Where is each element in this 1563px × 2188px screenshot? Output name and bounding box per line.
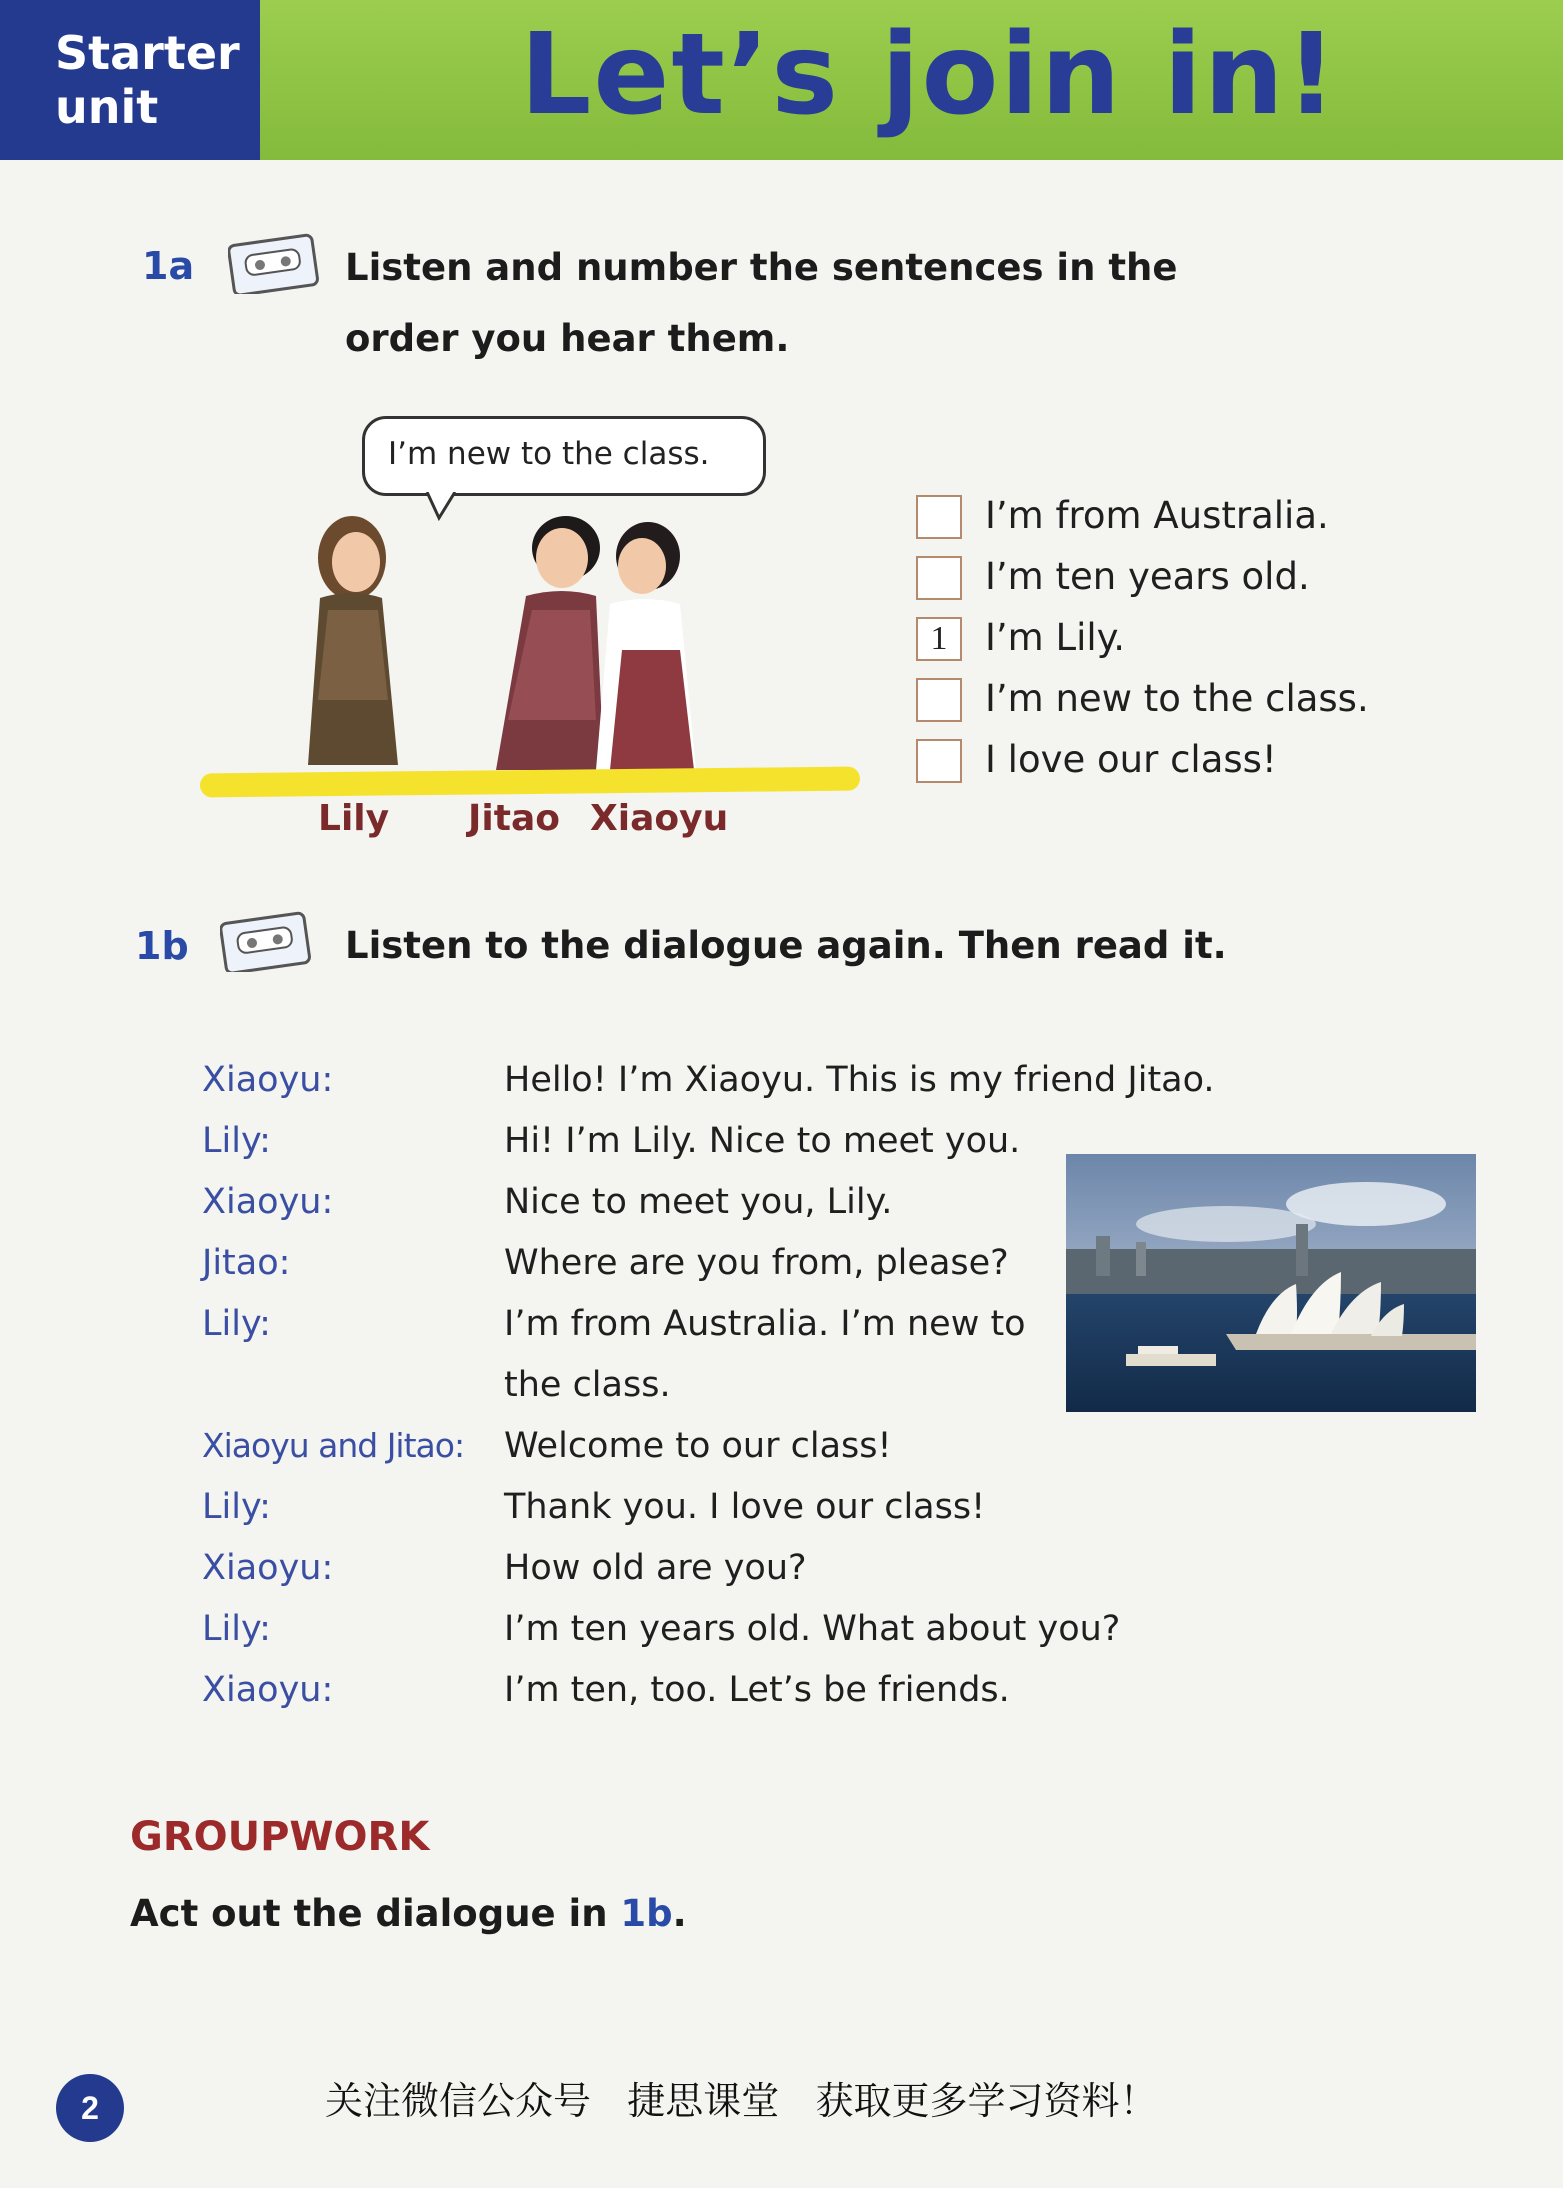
unit-label-line1: Starter [55, 26, 240, 80]
dialogue-line: Where are you from, please? [504, 1243, 1009, 1283]
unit-label [0, 0, 260, 160]
dialogue-line: How old are you? [504, 1548, 807, 1588]
dialogue-line: I’m ten, too. Let’s be friends. [504, 1670, 1010, 1710]
page-number: 2 [56, 2074, 124, 2142]
dialogue-speaker: Xiaoyu: [202, 1182, 334, 1222]
dialogue-line: Nice to meet you, Lily. [504, 1182, 893, 1222]
dialogue-speaker: Xiaoyu: [202, 1548, 334, 1588]
number-box[interactable] [916, 556, 962, 600]
dialogue-line: Hi! I’m Lily. Nice to meet you. [504, 1121, 1021, 1161]
number-box[interactable] [916, 678, 962, 722]
dialogue-speaker: Jitao: [202, 1243, 291, 1283]
dialogue-line: I’m ten years old. What about you? [504, 1609, 1121, 1649]
section-1b-number: 1b [135, 924, 189, 968]
checklist-sentence: I’m from Australia. [985, 494, 1329, 537]
dialogue-line: I’m from Australia. I’m new to [504, 1304, 1026, 1344]
checklist-sentence: I’m ten years old. [985, 555, 1310, 598]
dialogue-line: Welcome to our class! [504, 1426, 892, 1466]
dialogue-speaker: Lily: [202, 1609, 271, 1649]
name-label-xiaoyu: Xiaoyu [590, 798, 729, 839]
dialogue-speaker: Xiaoyu: [202, 1060, 334, 1100]
number-box[interactable] [916, 739, 962, 783]
groupwork-text: Act out the dialogue in [130, 1892, 621, 1935]
dialogue-speaker: Lily: [202, 1487, 271, 1527]
groupwork-end: . [672, 1892, 687, 1935]
checklist-sentence: I’m new to the class. [985, 677, 1369, 720]
dialogue-speaker: Xiaoyu and Jitao: [202, 1426, 465, 1465]
groupwork-ref: 1b [620, 1892, 673, 1935]
dialogue-line: the class. [504, 1365, 671, 1405]
groupwork-title: GROUPWORK [130, 1814, 430, 1860]
footer-note: 关注微信公众号 捷思课堂 获取更多学习资料！ [325, 2079, 1158, 2123]
speech-bubble-text: I’m new to the class. [388, 436, 710, 472]
section-1a-instruction-line2: order you hear them. [345, 317, 790, 360]
page-title: Let’s join in! [520, 10, 1339, 140]
children-illustration [270, 500, 730, 780]
name-label-jitao: Jitao [468, 798, 560, 839]
dialogue-line: Hello! I’m Xiaoyu. This is my friend Jitao. [504, 1060, 1215, 1100]
section-1a-instruction-line1: Listen and number the sentences in the [345, 246, 1178, 289]
section-1a-number: 1a [142, 244, 195, 288]
number-box[interactable] [916, 495, 962, 539]
checklist-sentence: I love our class! [985, 738, 1277, 781]
dialogue-speaker: Lily: [202, 1121, 271, 1161]
cassette-icon [228, 232, 320, 294]
dialogue-line: Thank you. I love our class! [504, 1487, 986, 1527]
sydney-opera-house-photo [1066, 1154, 1476, 1412]
name-label-lily: Lily [318, 798, 390, 839]
section-1b-instruction: Listen to the dialogue again. Then read it. [345, 924, 1227, 967]
groupwork-instruction [130, 1892, 687, 1935]
dialogue-speaker: Xiaoyu: [202, 1670, 334, 1710]
checklist-sentence: I’m Lily. [985, 616, 1126, 659]
cassette-icon [220, 910, 312, 972]
dialogue-speaker: Lily: [202, 1304, 271, 1344]
number-box[interactable]: 1 [916, 617, 962, 661]
unit-label-line2: unit [55, 80, 159, 134]
